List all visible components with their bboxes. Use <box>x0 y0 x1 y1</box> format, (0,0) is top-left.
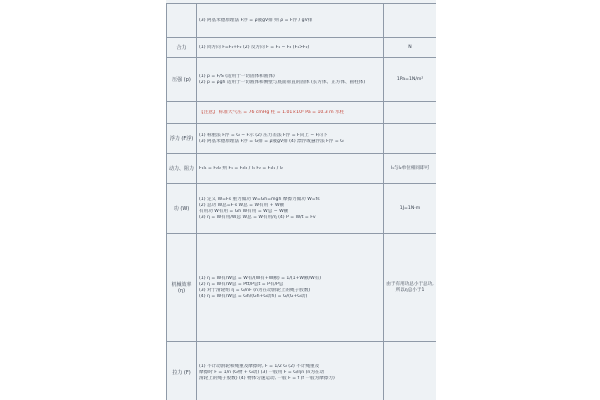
row-note <box>384 342 437 400</box>
row-content <box>197 102 384 124</box>
table-row <box>167 4 437 38</box>
formula-line: (3) 阿基米德原理法 F浮 = ρ液gV排 则 ρ = F浮 / gV排 <box>199 17 313 23</box>
table-row <box>167 184 437 234</box>
row-label <box>167 102 197 124</box>
row-note: 由于有用功总小于总功, 所以η总小于1 <box>384 234 437 342</box>
row-label: 拉力 (F) <box>167 342 197 400</box>
formula-line: 滑轮上的绳子股数) (4) 物体匀速运动, 一般 F = f (f 一般为摩擦力) <box>199 375 335 381</box>
row-note <box>384 102 437 124</box>
formula-line: (1) 称重法 F浮 = G − F示 (2) 压力差法 F浮 = F向上 − F向下 <box>199 132 328 138</box>
formula-line: (2) 总功 W总=F·s W总 = W有用 + W额 <box>199 202 285 208</box>
table-row <box>167 154 437 184</box>
row-label: 功 (W) <box>167 184 197 234</box>
formula-line: F₁l₁ = F₂l₂ 则 F₁ = F₂l₂ / l₁ F₂ = F₁l₁ / l₂ <box>199 165 283 171</box>
formula-line: (1) p = F/S (适用于一切固体和液体) <box>199 73 275 79</box>
row-label: 合力 <box>167 38 197 58</box>
row-content <box>197 58 384 102</box>
row-note <box>384 124 437 154</box>
formula-sheet <box>166 0 436 400</box>
row-note: l₁与l₂单位相同即可 <box>384 154 437 184</box>
row-label: 机械效率 (η) <box>167 234 197 342</box>
table-row <box>167 38 437 58</box>
formula-line: (3) 对于滑轮组 η = G/nF (n为在动滑轮上的绳子股数) <box>199 287 311 293</box>
formula-line: (3) 阿基米德原理法 F浮 = G排 = ρ液gV排 (4) 漂浮或悬浮法 F浮 = G <box>199 138 344 144</box>
formula-line: (4) η = W有/W总 = Gh/(Gh+G动h) = G/(G+G动) <box>199 293 308 299</box>
row-label: 动力、阻力 <box>167 154 197 184</box>
row-note: N <box>384 38 437 58</box>
table-row <box>167 58 437 102</box>
table-row <box>167 124 437 154</box>
table-row <box>167 342 437 400</box>
row-content <box>197 154 384 184</box>
row-label: 浮力 (F浮) <box>167 124 197 154</box>
formula-line: 摩擦时 F = 1/n (G物 + G动) (3) 一般用 F = G/ηn (n为在动 <box>199 369 325 375</box>
formula-line: (3) η = W有用/W总 W总 = W有用/η (4) P = W/t = Fv <box>199 214 316 220</box>
formula-table <box>166 3 436 400</box>
table-row <box>167 234 437 342</box>
table-row <box>167 102 437 124</box>
row-content <box>197 184 384 234</box>
row-label: 压强 (p) <box>167 58 197 102</box>
formula-line: (1) 不计动滑轮和绳重及摩擦时, F = 1/2 G (2) 不计绳重及 <box>199 363 320 369</box>
formula-line: (1) η = W有/W总 = W有/(W有+W额) = 1/(1+W额/W有) <box>199 275 322 281</box>
row-content <box>197 234 384 342</box>
formula-line: (2) p = ρgh 适用于一切液体和侧壁与底面垂直的固体 (长方体、正方体、圆柱体) <box>199 79 366 85</box>
row-content <box>197 342 384 400</box>
row-content <box>197 4 384 38</box>
formula-line: 【注意】 标准大气压 = 76 cmHg 柱 = 1.01×10⁵ Pa = 10.3 m 水柱 <box>199 109 345 115</box>
row-note: 1J=1N·m <box>384 184 437 234</box>
row-label <box>167 4 197 38</box>
row-content <box>197 38 384 58</box>
row-note: 1Pa=1N/m² <box>384 58 437 102</box>
formula-line: (2) η = W有/W总 = Ptt/P总t = P有/P总 <box>199 281 284 287</box>
formula-line: (1) 定义 W=Fs 重力做功 W=Gh=mgh 摩擦力做功 W=fs <box>199 196 320 202</box>
row-content <box>197 124 384 154</box>
formula-line: 有用功 W有用 = Gh W有用 = W总 − W额 <box>199 208 289 214</box>
formula-line: (1) 同方向 F=F₁+F₂ (2) 反方向 F = F₁ − F₂ (F₁>F₂) <box>199 44 310 50</box>
row-note <box>384 4 437 38</box>
